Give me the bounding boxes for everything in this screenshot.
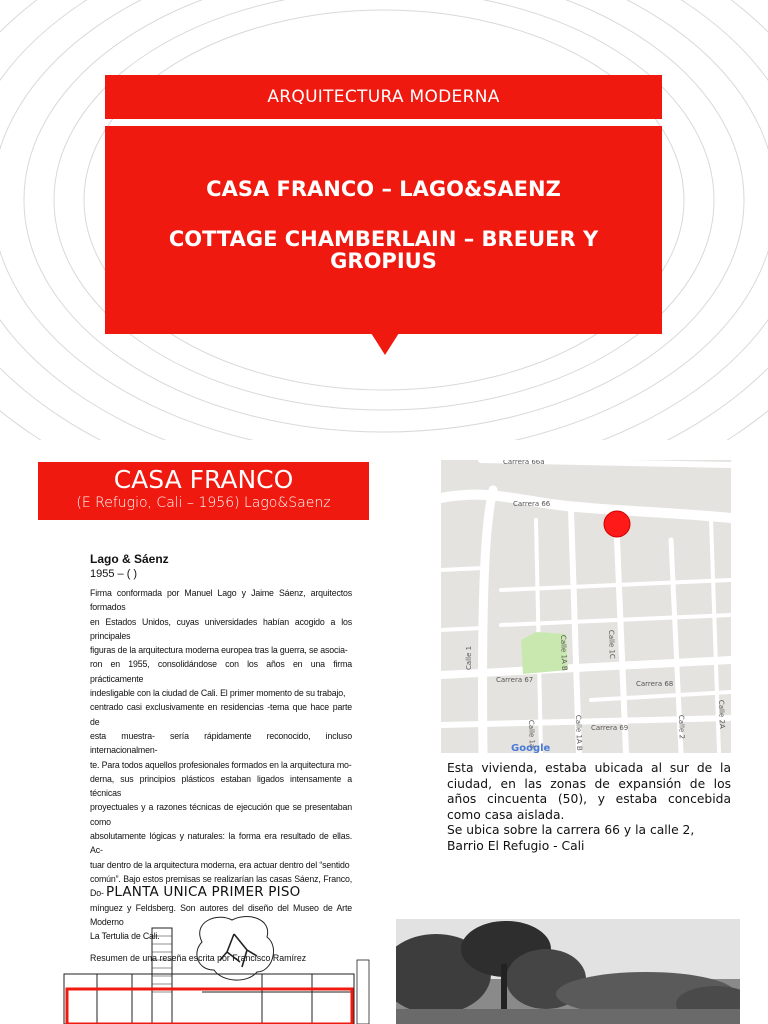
- bio-line: indesligable con la ciudad de Cali. El primer momento de su trabajo,: [90, 688, 346, 699]
- map-label: Carrera 69: [591, 724, 629, 732]
- photo-image: [396, 919, 740, 1024]
- bio-line: ron en 1955, consolidándose con los años en una firma prácticamente: [90, 659, 352, 684]
- google-logo: Google: [511, 743, 551, 753]
- top-banner-label: ARQUITECTURA MODERNA: [267, 87, 500, 107]
- section-subtitle: (E Refugio, Cali – 1956) Lago&Saenz: [76, 495, 331, 511]
- road-minor-5: [441, 628, 483, 630]
- plan-tree-branches: [220, 934, 257, 967]
- map-label: Carrera 66a: [503, 460, 545, 466]
- map-label: Calle 1A B: [559, 634, 569, 671]
- bio-line: común”. Bajo estos premisas se realizarían las casas Sáenz, Franco, Do-: [90, 873, 352, 899]
- bio-line: Firma conformada por Manuel Lago y Jaime Sáenz, arquitectos formados: [90, 588, 352, 613]
- architect-bio: [90, 552, 352, 963]
- map-label: Calle 2: [677, 714, 686, 740]
- bio-years: 1955 – ( ): [90, 568, 138, 580]
- bio-credit: Resumen de una reseña escrita por Francisco Ramírez: [90, 953, 307, 964]
- bio-line: tuar dentro de la arquitectura moderna, era actuar dentro del “sentido: [90, 859, 350, 870]
- title-line-cottage-chamberlain: COTTAGE CHAMBERLAIN – BREUER Y: [168, 227, 599, 251]
- map-label: Carrera 68: [636, 680, 674, 688]
- map-label: Calle 1a: [527, 719, 536, 749]
- plan-outline: [64, 974, 354, 1024]
- map-canvas[interactable]: [441, 460, 731, 753]
- description-paragraph: Esta vivienda, estaba ubicada al sur de la ciudad, en las zonas de expansión de los años cincuenta (50), y estaba concebida como casa aislada.: [447, 761, 731, 822]
- bio-line: derna, sus principios plásticos estaban ligados intensamente a técnicas: [90, 773, 352, 799]
- title-box: [105, 126, 662, 334]
- title-pointer: [371, 333, 399, 355]
- map-label: Calle 2A: [717, 699, 727, 729]
- bio-line: figuras de la arquitectura moderna europea tras la guerra, se asocia-: [90, 645, 348, 656]
- bio-line: esta muestra- sería rápidamente reconocido, incluso internacionalmen-: [90, 730, 352, 756]
- section-title: CASA FRANCO: [113, 465, 294, 494]
- plan-label: PLANTA UNICA PRIMER PISO: [106, 884, 301, 900]
- location-description: [447, 761, 731, 855]
- description-line: Se ubica sobre la carrera 66 y la calle 2,: [447, 823, 695, 838]
- house-photo: [396, 919, 740, 1024]
- description-line: Barrio El Refugio - Cali: [447, 838, 585, 853]
- map-label: Carrera 66: [513, 500, 551, 508]
- location-map[interactable]: [441, 460, 731, 753]
- bio-line: mínguez y Feldsberg. Son autores del diseño del Museo de Arte Moderno: [90, 902, 352, 927]
- bio-name: Lago & Sáenz: [90, 552, 169, 566]
- bio-line: La Tertulia de Cali.: [90, 931, 160, 942]
- location-marker-icon[interactable]: [604, 511, 630, 537]
- section-banner: [38, 462, 369, 520]
- plan-tree-outline: [197, 917, 274, 981]
- plan-red-highlight: [67, 989, 352, 1024]
- bio-line: proyectuales y a razones técnicas de ejecución que se presentaban como: [90, 802, 352, 827]
- bio-line: te. Para todos aquellos profesionales formados en la arquitectura mo-: [90, 759, 352, 770]
- map-label: Calle 1C: [607, 629, 617, 660]
- bio-line: centrado casi exclusivamente en residencias -tema que hace parte de: [90, 702, 352, 727]
- map-label: Calle 1: [465, 645, 473, 670]
- map-label: Carrera 67: [496, 676, 534, 684]
- bio-line: absolutamente lógicas y naturales: la forma era resultado de ellas. Ac-: [90, 831, 352, 856]
- map-label: Calle 1A B: [574, 714, 584, 751]
- road-minor-4: [441, 568, 483, 570]
- top-banner: [105, 75, 662, 119]
- bio-line: en Estados Unidos, cuyas universidades habían acogido a los principales: [90, 616, 352, 641]
- title-line-gropius: GROPIUS: [330, 249, 437, 273]
- title-line-casa-franco: CASA FRANCO – LAGO&SAENZ: [206, 177, 561, 201]
- floor-plan-drawing: [62, 912, 392, 1024]
